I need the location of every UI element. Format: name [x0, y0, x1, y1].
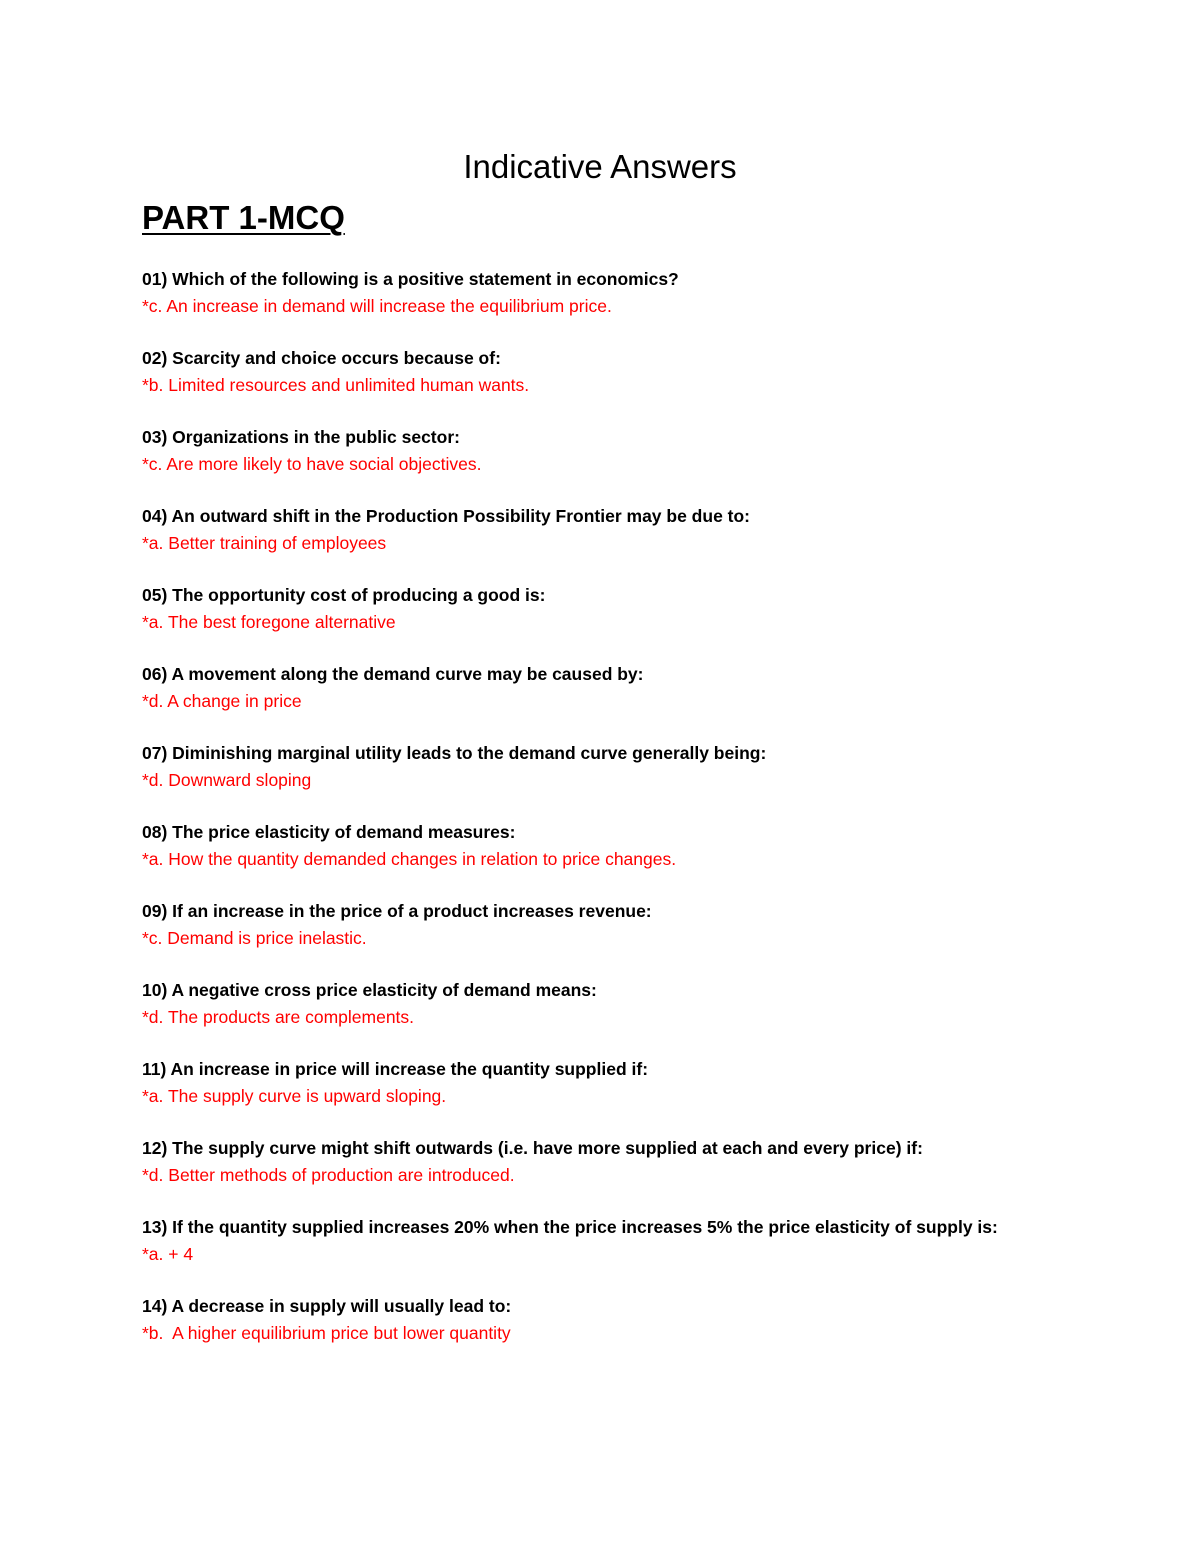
question-text: 13) If the quantity supplied increases 20% when the price increases 5% the price elasticity of supply is: — [142, 1217, 998, 1237]
answer-text: *d. The products are complements. — [142, 1007, 415, 1027]
qa-item-07 — [142, 740, 1162, 819]
qa-item-05 — [142, 582, 1162, 661]
question-text: 14) A decrease in supply will usually lead to: — [142, 1296, 512, 1316]
qa-item-02 — [142, 345, 1162, 424]
question-text: 11) An increase in price will increase the quantity supplied if: — [142, 1059, 649, 1079]
answer-text: *c. Are more likely to have social objectives. — [142, 454, 482, 474]
question-text: 06) A movement along the demand curve may be caused by: — [142, 664, 644, 684]
qa-item-11 — [142, 1056, 1162, 1135]
question-text: 12) The supply curve might shift outwards (i.e. have more supplied at each and every price) if: — [142, 1138, 923, 1158]
answer-text: *a. + 4 — [142, 1244, 194, 1264]
qa-item-08 — [142, 819, 1162, 898]
answer-text: *a. How the quantity demanded changes in relation to price changes. — [142, 849, 677, 869]
answer-text: *b. A higher equilibrium price but lower quantity — [142, 1323, 511, 1343]
qa-item-09 — [142, 898, 1162, 977]
qa-item-13 — [142, 1214, 1162, 1293]
question-text: 02) Scarcity and choice occurs because of: — [142, 348, 501, 368]
question-text: 08) The price elasticity of demand measures: — [142, 822, 516, 842]
qa-item-12 — [142, 1135, 1162, 1214]
question-text: 09) If an increase in the price of a product increases revenue: — [142, 901, 652, 921]
answer-text: *c. An increase in demand will increase the equilibrium price. — [142, 296, 612, 316]
question-text: 07) Diminishing marginal utility leads to the demand curve generally being: — [142, 743, 767, 763]
answer-text: *d. A change in price — [142, 691, 302, 711]
answer-text: *c. Demand is price inelastic. — [142, 928, 367, 948]
question-text: 01) Which of the following is a positive statement in economics? — [142, 269, 679, 289]
question-text: 10) A negative cross price elasticity of demand means: — [142, 980, 597, 1000]
qa-item-04 — [142, 503, 1162, 582]
qa-item-03 — [142, 424, 1162, 503]
qa-item-06 — [142, 661, 1162, 740]
question-text: 05) The opportunity cost of producing a good is: — [142, 585, 546, 605]
section-heading: PART 1-MCQ — [142, 199, 345, 236]
question-text: 03) Organizations in the public sector: — [142, 427, 460, 447]
answer-text: *d. Downward sloping — [142, 770, 312, 790]
question-text: 04) An outward shift in the Production Possibility Frontier may be due to: — [142, 506, 751, 526]
answer-text: *a. The supply curve is upward sloping. — [142, 1086, 447, 1106]
answer-text: *b. Limited resources and unlimited human wants. — [142, 375, 530, 395]
document-title: Indicative Answers — [463, 148, 737, 185]
answer-text: *d. Better methods of production are introduced. — [142, 1165, 515, 1185]
question-answer-list — [142, 266, 1162, 1372]
answer-text: *a. The best foregone alternative — [142, 612, 396, 632]
qa-item-14 — [142, 1293, 1162, 1372]
qa-item-10 — [142, 977, 1162, 1056]
answer-text: *a. Better training of employees — [142, 533, 387, 553]
qa-item-01 — [142, 266, 1162, 345]
